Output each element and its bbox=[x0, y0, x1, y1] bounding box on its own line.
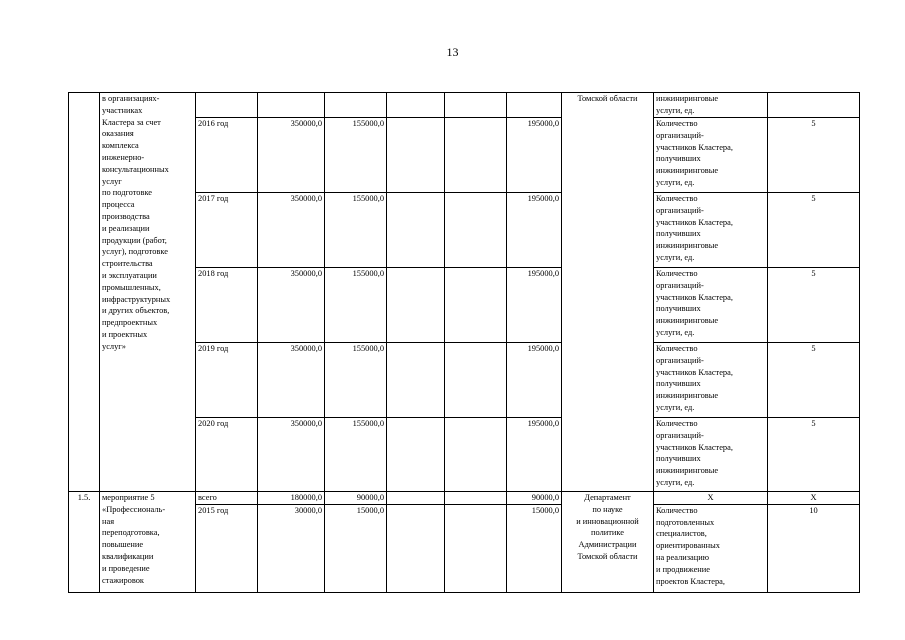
program-table bbox=[68, 92, 860, 593]
year-cell: 2017 год bbox=[196, 193, 258, 268]
page-number: 13 bbox=[446, 45, 459, 59]
year-cell: 2018 год bbox=[196, 268, 258, 343]
col6-cell bbox=[445, 492, 507, 505]
year-cell: 2016 год bbox=[196, 118, 258, 193]
indicator-value-cell bbox=[768, 93, 860, 118]
total-cell: 30000,0 bbox=[258, 504, 325, 592]
indicator-cell: Количество организаций- участников Кластера, получивших инжиниринговые услуги, ед. bbox=[654, 268, 768, 343]
total-cell: 350000,0 bbox=[258, 118, 325, 193]
table-row bbox=[69, 93, 860, 118]
extra-budget-cell: 195000,0 bbox=[507, 118, 562, 193]
indicator-cell: Количество организаций- участников Кластера, получивших инжиниринговые услуги, ед. bbox=[654, 418, 768, 492]
col6-cell bbox=[445, 504, 507, 592]
extra-budget-cell: 195000,0 bbox=[507, 418, 562, 492]
row-number-cell bbox=[69, 93, 100, 492]
federal-cell: 155000,0 bbox=[325, 343, 387, 418]
indicator-value-cell: 5 bbox=[768, 193, 860, 268]
federal-cell: 15000,0 bbox=[325, 504, 387, 592]
local-cell bbox=[387, 418, 445, 492]
extra-budget-cell: 195000,0 bbox=[507, 343, 562, 418]
indicator-cell: Количество организаций- участников Кластера, получивших инжиниринговые услуги, ед. bbox=[654, 193, 768, 268]
indicator-value-cell: 5 bbox=[768, 118, 860, 193]
federal-cell: 155000,0 bbox=[325, 193, 387, 268]
local-cell bbox=[387, 193, 445, 268]
activity-cell: в организациях- участниках Кластера за счет оказания комплекса инженерно- консультационных услуг по подготовке процесса производства и реализации продукции (работ, услуг), подготовке строительства и эксплуатации промышленных, инфраструктурных и других объектов, предпроектных и проектных услуг» bbox=[100, 93, 196, 492]
col6-cell bbox=[445, 268, 507, 343]
indicator-cell: Количество организаций- участников Кластера, получивших инжиниринговые услуги, ед. bbox=[654, 118, 768, 193]
total-cell: 350000,0 bbox=[258, 418, 325, 492]
federal-cell bbox=[325, 93, 387, 118]
col6-cell bbox=[445, 93, 507, 118]
indicator-cell: инжиниринговые услуги, ед. bbox=[654, 93, 768, 118]
total-cell: 350000,0 bbox=[258, 268, 325, 343]
indicator-cell: Количество подготовленных специалистов, ориентированных на реализацию и продвижение проектов Кластера, bbox=[654, 504, 768, 592]
federal-cell: 155000,0 bbox=[325, 118, 387, 193]
federal-cell: 90000,0 bbox=[325, 492, 387, 505]
row-number-cell: 1.5. bbox=[69, 492, 100, 593]
extra-budget-cell: 15000,0 bbox=[507, 504, 562, 592]
extra-budget-cell: 195000,0 bbox=[507, 268, 562, 343]
year-cell: всего bbox=[196, 492, 258, 505]
local-cell bbox=[387, 492, 445, 505]
federal-cell: 155000,0 bbox=[325, 418, 387, 492]
year-cell: 2019 год bbox=[196, 343, 258, 418]
local-cell bbox=[387, 504, 445, 592]
indicator-value-cell: 10 bbox=[768, 504, 860, 592]
executor-cell: Департамент по науке и инновационной политике Администрации Томской области bbox=[562, 492, 654, 593]
year-cell: 2020 год bbox=[196, 418, 258, 492]
total-cell: 350000,0 bbox=[258, 193, 325, 268]
total-cell bbox=[258, 93, 325, 118]
col6-cell bbox=[445, 118, 507, 193]
year-cell bbox=[196, 93, 258, 118]
col6-cell bbox=[445, 193, 507, 268]
indicator-cell: Количество организаций- участников Кластера, получивших инжиниринговые услуги, ед. bbox=[654, 343, 768, 418]
total-cell: 180000,0 bbox=[258, 492, 325, 505]
indicator-value-cell: 5 bbox=[768, 268, 860, 343]
local-cell bbox=[387, 93, 445, 118]
local-cell bbox=[387, 268, 445, 343]
extra-budget-cell bbox=[507, 93, 562, 118]
local-cell bbox=[387, 118, 445, 193]
activity-cell: мероприятие 5 «Профессиональ- ная переподготовка, повышение квалификации и проведение стажировок bbox=[100, 492, 196, 593]
executor-cell: Томской области bbox=[562, 93, 654, 492]
col6-cell bbox=[445, 418, 507, 492]
indicator-cell: Х bbox=[654, 492, 768, 505]
indicator-value-cell: Х bbox=[768, 492, 860, 505]
extra-budget-cell: 195000,0 bbox=[507, 193, 562, 268]
year-cell: 2015 год bbox=[196, 504, 258, 592]
table-row bbox=[69, 492, 860, 505]
total-cell: 350000,0 bbox=[258, 343, 325, 418]
indicator-value-cell: 5 bbox=[768, 418, 860, 492]
col6-cell bbox=[445, 343, 507, 418]
extra-budget-cell: 90000,0 bbox=[507, 492, 562, 505]
federal-cell: 155000,0 bbox=[325, 268, 387, 343]
local-cell bbox=[387, 343, 445, 418]
indicator-value-cell: 5 bbox=[768, 343, 860, 418]
